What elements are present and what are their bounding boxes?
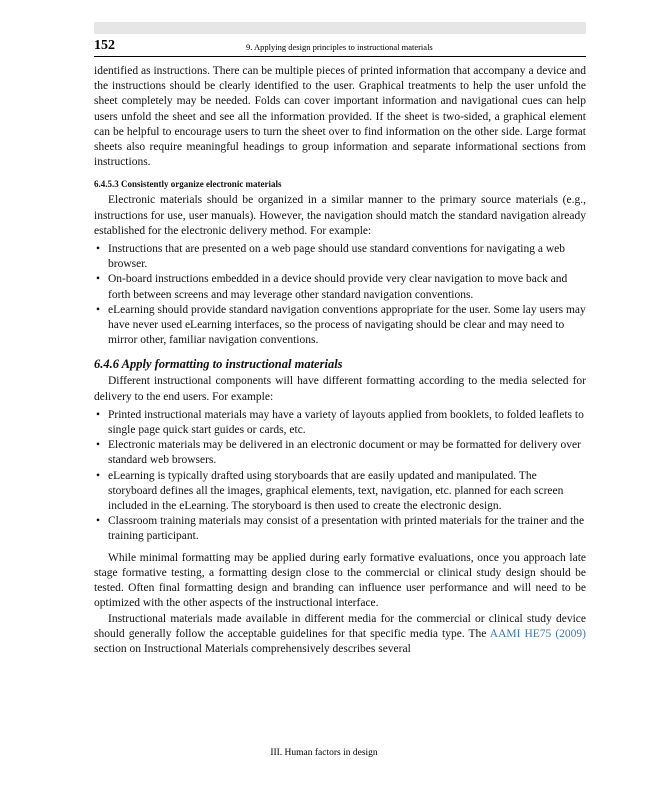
list-item	[94, 272, 586, 302]
list-item-text: Classroom training materials may consist of a presentation with printed materials for the trainer and the training participant.	[108, 515, 585, 543]
section-bullet-list	[94, 408, 586, 545]
page-footer: III. Human factors in design	[270, 748, 378, 758]
subsection-paragraph: Electronic materials should be organized in a similar manner to the primary source materials (e.g., instructions for use, user manuals). However, the navigation should match the standard navigation already established for the electronic delivery method. For example:	[94, 194, 586, 237]
subsection-heading: 6.4.5.3 Consistently organize electronic materials	[94, 179, 282, 190]
top-shaded-bar	[94, 22, 586, 34]
aami-reference-link[interactable]: AAMI HE75 (2009)	[489, 627, 586, 640]
bullet-icon: •	[96, 303, 101, 316]
paragraph-3-text-start: Instructional materials made available in different media for the commercial or clinical study device should generally follow the acceptable guidelines for that specific media type. The	[94, 612, 586, 640]
section-paragraph-3	[94, 612, 586, 658]
list-item-text: Instructions that are presented on a web page should use standard conventions for navigating a web browser.	[108, 243, 565, 271]
bullet-icon: •	[96, 469, 101, 482]
page-content	[94, 64, 586, 657]
list-item	[94, 408, 586, 438]
page-header	[94, 38, 586, 57]
bullet-icon: •	[96, 243, 101, 256]
section-paragraph: Different instructional components will have different formatting according to the media selected for delivery to the end users. For example:	[94, 375, 586, 403]
bullet-icon: •	[96, 439, 101, 452]
list-item	[94, 438, 586, 468]
list-item-text: eLearning should provide standard navigation conventions appropriate for the user. Some lay users may have never used eLearning interfaces, so the process of navigating should be clear and may need to mirror other, familiar navigation conventions.	[108, 303, 586, 347]
list-item	[94, 469, 586, 515]
list-item-text: eLearning is typically drafted using storyboards that are easily updated and manipulated. The storyboard defines all the images, graphical elements, text, navigation, etc. planned for each screen included in the eLearning. The storyboard is then used to create the electronic design.	[108, 469, 564, 513]
running-head: 9. Applying design principles to instructional materials	[246, 42, 433, 52]
paragraph-3-text-end: section on Instructional Materials comprehensively describes several	[94, 642, 411, 655]
page-number: 152	[94, 38, 115, 53]
bullet-icon: •	[96, 515, 101, 528]
list-item-text: On-board instructions embedded in a device should provide very clear navigation to move back and forth between screens and may leverage other standard navigation conventions.	[108, 273, 568, 301]
list-item	[94, 242, 586, 272]
subsection-bullet-list	[94, 242, 586, 348]
list-item	[94, 303, 586, 349]
section-heading: 6.4.6 Apply formatting to instructional materials	[94, 357, 343, 372]
list-item-text: Printed instructional materials may have a variety of layouts applied from booklets, to folded leaflets to single page quick start guides or cards, etc.	[108, 408, 584, 437]
bullet-icon: •	[96, 273, 101, 286]
section-paragraph-2: While minimal formatting may be applied during early formative evaluations, once you approach late stage formative testing, a formatting design close to the commercial or clinical study design should be tested. Often final formatting design and branding can influence user performance and will need to be optimized with the other aspects of the instructional interface.	[94, 551, 586, 610]
list-item-text: Electronic materials may be delivered in an electronic document or may be formatted for delivery over standard web browsers.	[108, 439, 581, 467]
bullet-icon: •	[96, 408, 101, 421]
intro-paragraph: identified as instructions. There can be multiple pieces of printed information that accompany a device and the instructions should be clearly identified to the user. Graphical treatments to help the user unfold the sheet completely may be needed. Folds can cover important information and navigational cues can help users unfold the sheet and see all the information provided. If the sheet is two-sided, a graphical element can be helpful to encourage users to turn the sheet over to find information on the other side. Large format sheets also require meaningful headings to group information and separate informational sections from instructions.	[94, 65, 586, 169]
list-item	[94, 514, 586, 544]
